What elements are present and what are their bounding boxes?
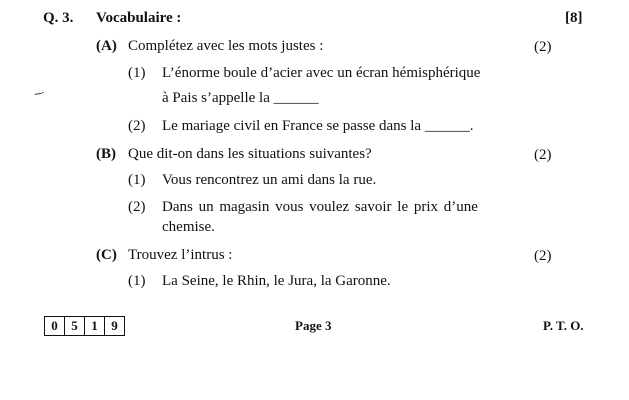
code-digit: 1 [85,317,105,335]
item-text: Le mariage civil en France se passe dans la ______. [162,118,474,134]
section-b-label: (B) [96,146,116,162]
question-title: Vocabulaire : [96,10,182,26]
section-a-instruction: Complétez avec les mots justes : [128,38,324,54]
item-text: Vous rencontrez un ami dans la rue. [162,172,377,188]
section-a-label: (A) [96,38,117,54]
section-a-marks: (2) [534,39,552,55]
item-number: (1) [128,172,146,188]
item-number: (1) [128,65,146,81]
code-digit: 5 [65,317,85,335]
section-c-label: (C) [96,247,117,263]
question-total-marks: [8] [565,10,583,26]
code-digit: 0 [45,317,65,335]
section-b-instruction: Que dit-on dans les situations suivantes? [128,146,372,162]
section-b-marks: (2) [534,147,552,163]
item-number: (2) [128,118,146,134]
pto-label: P. T. O. [543,318,584,333]
item-text-continued: à Pais s’appelle la ______ [162,90,319,106]
question-number: Q. 3. [43,10,74,26]
item-text: La Seine, le Rhin, le Jura, la Garonne. [162,273,391,289]
page-number: Page 3 [295,318,332,333]
section-c-instruction: Trouvez l’intrus : [128,247,233,263]
item-number: (1) [128,273,146,289]
item-text: Dans un magasin vous voulez savoir le prix d’une [162,199,478,215]
item-number: (2) [128,199,146,215]
code-digit: 9 [111,318,118,333]
paper-code-box [44,316,125,336]
item-text-continued: chemise. [162,219,215,235]
item-text: L’énorme boule d’acier avec un écran hémisphérique [162,65,481,81]
section-c-marks: (2) [534,248,552,264]
stray-pen-mark [32,92,48,95]
